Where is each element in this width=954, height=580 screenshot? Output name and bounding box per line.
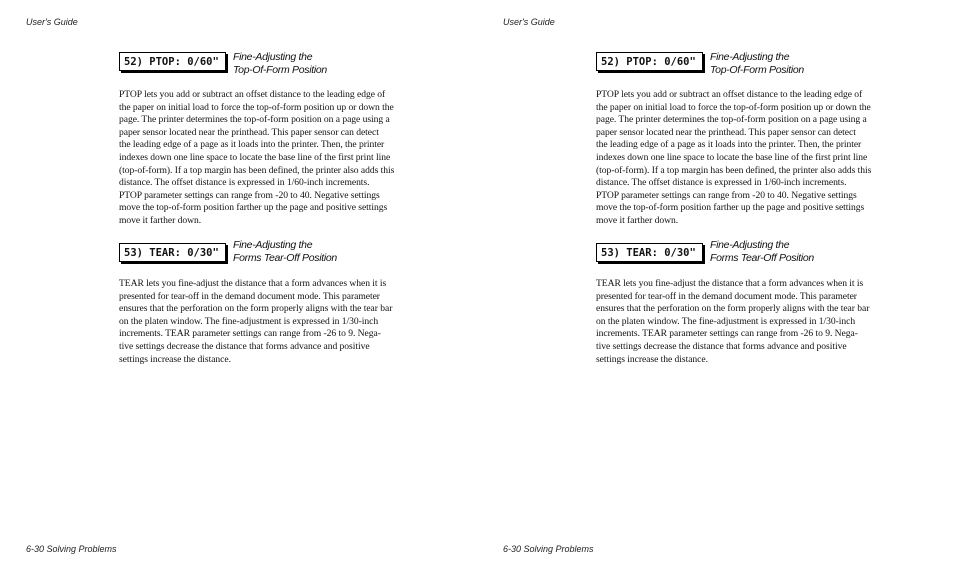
ptop-description [596, 89, 902, 228]
text-line: TEAR lets you fine-adjust the distance that a form advances when it is [596, 278, 864, 289]
section-title-line: Fine-Adjusting the [710, 239, 790, 251]
text-line: presented for tear-off in the demand document mode. This parameter [596, 290, 857, 302]
text-line: paper sensor located near the printhead. This paper sensor can detect [119, 126, 379, 138]
text-line: the leading edge of a page as it loads into the printer. Then, the printer [119, 139, 385, 151]
section-title-line: Fine-Adjusting the [233, 239, 313, 251]
section-title-line: Forms Tear-Off Position [710, 251, 814, 264]
text-line: presented for tear-off in the demand document mode. This parameter [119, 290, 380, 302]
text-line: distance. The offset distance is expressed in 1/60-inch increments. [119, 177, 370, 189]
text-line: page. The printer determines the top-of-form position on a page using a [596, 114, 867, 126]
text-line: distance. The offset distance is expressed in 1/60-inch increments. [596, 177, 847, 189]
tear-section-title [710, 239, 910, 264]
text-line: PTOP parameter settings can range from -20 to 40. Negative settings [119, 189, 380, 201]
text-line: page. The printer determines the top-of-form position on a page using a [119, 114, 390, 126]
text-line: move the top-of-form position farther up the page and positive settings [119, 202, 388, 214]
text-line: tive settings decrease the distance that forms advance and positive [119, 340, 370, 352]
text-line: TEAR lets you fine-adjust the distance that a form advances when it is [119, 278, 387, 289]
text-line: increments. TEAR parameter settings can range from -26 to 9. Nega- [596, 328, 858, 340]
text-line: the leading edge of a page as it loads into the printer. Then, the printer [596, 139, 862, 151]
section-title-line: Top-Of-Form Position [233, 63, 327, 76]
tear-description [119, 278, 425, 366]
text-line: paper sensor located near the printhead. This paper sensor can detect [596, 126, 856, 138]
tear-section-title [233, 239, 433, 264]
text-line: the paper on initial load to force the top-of-form position up or down the [596, 101, 871, 113]
section-title-line: Fine-Adjusting the [233, 51, 313, 63]
text-line: (top-of-form). If a top margin has been defined, the printer also adds this [119, 164, 395, 176]
text-line: PTOP lets you add or subtract an offset distance to the leading edge of [596, 89, 863, 100]
tear-parameter-box: 53) TEAR: 0/30" [596, 243, 703, 262]
text-line: settings increase the distance. [119, 353, 231, 365]
ptop-parameter-box: 52) PTOP: 0/60" [596, 52, 703, 71]
ptop-description [119, 89, 425, 228]
text-line: ensures that the perforation on the form properly aligns with the tear bar [119, 303, 393, 315]
text-line: move the top-of-form position farther up the page and positive settings [596, 202, 865, 214]
text-line: the paper on initial load to force the top-of-form position up or down the [119, 101, 394, 113]
text-line: move it farther down. [119, 214, 202, 226]
text-line: indexes down one line space to locate the base line of the first print line [119, 151, 391, 163]
text-line: tive settings decrease the distance that forms advance and positive [596, 340, 847, 352]
text-line: on the platen window. The fine-adjustment is expressed in 1/30-inch [596, 315, 856, 327]
section-title-line: Top-Of-Form Position [710, 63, 804, 76]
text-line: indexes down one line space to locate the base line of the first print line [596, 151, 868, 163]
ptop-section-title [710, 51, 910, 76]
text-line: PTOP lets you add or subtract an offset distance to the leading edge of [119, 89, 386, 100]
tear-description [596, 278, 902, 366]
ptop-section-title [233, 51, 433, 76]
page-footer: 6-30 Solving Problems [503, 544, 594, 554]
tear-parameter-box: 53) TEAR: 0/30" [119, 243, 226, 262]
section-title-line: Fine-Adjusting the [710, 51, 790, 63]
text-line: settings increase the distance. [596, 353, 708, 365]
text-line: ensures that the perforation on the form properly aligns with the tear bar [596, 303, 870, 315]
text-line: (top-of-form). If a top margin has been defined, the printer also adds this [596, 164, 872, 176]
section-title-line: Forms Tear-Off Position [233, 251, 337, 264]
page-footer: 6-30 Solving Problems [26, 544, 117, 554]
running-header: User's Guide [26, 17, 78, 27]
text-line: on the platen window. The fine-adjustment is expressed in 1/30-inch [119, 315, 379, 327]
right-page [477, 0, 954, 580]
text-line: PTOP parameter settings can range from -20 to 40. Negative settings [596, 189, 857, 201]
running-header: User's Guide [503, 17, 555, 27]
text-line: increments. TEAR parameter settings can range from -26 to 9. Nega- [119, 328, 381, 340]
ptop-parameter-box: 52) PTOP: 0/60" [119, 52, 226, 71]
text-line: move it farther down. [596, 214, 679, 226]
